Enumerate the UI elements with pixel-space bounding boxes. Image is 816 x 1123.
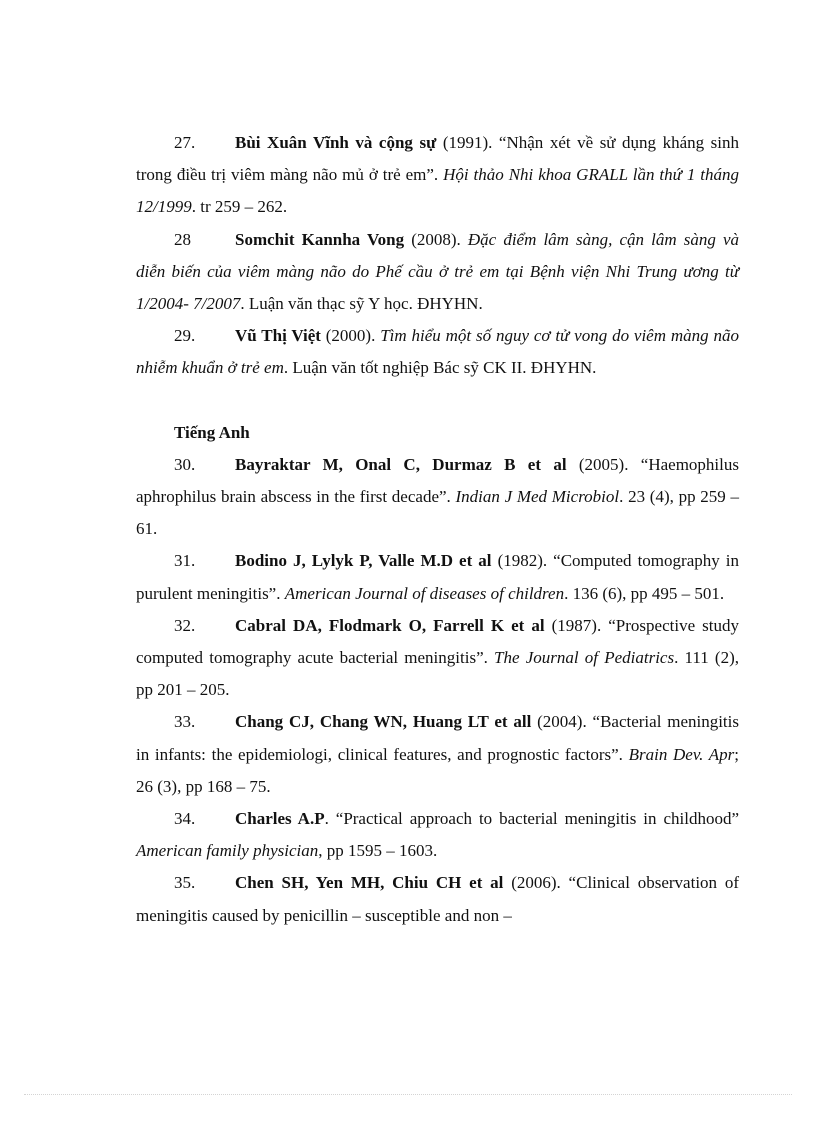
reference-authors: Bayraktar M, Onal C, Durmaz B et al: [235, 454, 567, 474]
reference-details: , pp 1595 – 1603.: [318, 841, 438, 861]
reference-number: 32.: [174, 615, 196, 635]
reference-number: 35.: [174, 873, 196, 893]
reference-list-page: [136, 127, 739, 932]
reference-item-34: [136, 803, 739, 867]
reference-title: (2004). “Bacterial meningitis in infants: the epidemiologi, clinical features, and prognostic factors”.: [136, 712, 739, 764]
reference-title: (2005). “Haemophilus aphrophilus brain abscess in the first decade”.: [136, 454, 739, 507]
reference-title: (1982). “Computed tomography in purulent meningitis”.: [136, 551, 739, 603]
reference-title: (2006). “Clinical observation of meningitis caused by penicillin – susceptible and non –: [136, 873, 740, 925]
reference-title: (2008).: [404, 229, 468, 249]
reference-number: 29.: [174, 326, 196, 346]
reference-source: American Journal of diseases of children: [284, 583, 565, 603]
reference-number: 30.: [174, 454, 196, 474]
reference-item-27: [136, 127, 739, 224]
reference-source: The Journal of Pediatrics: [494, 648, 675, 668]
reference-source: Tìm hiểu một số nguy cơ tử vong do viêm màng não nhiễm khuẩn ở trẻ em: [136, 326, 739, 378]
page-footer-divider: [24, 1094, 792, 1095]
reference-item-28: [136, 224, 739, 321]
reference-authors: Cabral DA, Flodmark O, Farrell K et al: [235, 615, 545, 635]
reference-details: . Luận văn tốt nghiệp Bác sỹ CK II. ĐHYHN.: [283, 358, 597, 378]
reference-source: Indian J Med Microbiol: [455, 487, 620, 507]
reference-number: 28: [174, 229, 191, 249]
reference-item-29: [136, 320, 739, 384]
reference-authors: Charles A.P: [235, 809, 325, 829]
reference-authors: Chang CJ, Chang WN, Huang LT et all: [235, 712, 532, 732]
reference-number: 27.: [174, 133, 196, 152]
reference-number: 31.: [174, 551, 196, 571]
reference-details: . Luận văn thạc sỹ Y học. ĐHYHN.: [240, 294, 483, 314]
reference-item-35: [136, 867, 739, 931]
reference-authors: Bùi Xuân Vĩnh và cộng sự: [235, 133, 437, 152]
reference-details: ; 26 (3), pp 168 – 75.: [136, 744, 739, 796]
reference-source: Brain Dev. Apr: [628, 744, 735, 764]
reference-title: . “Practical approach to bacterial meningitis in childhood”: [324, 809, 739, 829]
reference-source: Đặc điểm lâm sàng, cận lâm sàng và diễn biến của viêm màng não do Phế cầu ở trẻ em tại Bệnh viện Nhi Trung ương từ 1/2004- 7/2007: [136, 229, 739, 314]
reference-title: (1991). “Nhận xét về sử dụng kháng sinh trong điều trị viêm màng não mủ ở trẻ em”.: [136, 133, 739, 185]
reference-item-32: [136, 610, 739, 707]
reference-authors: Chen SH, Yen MH, Chiu CH et al: [235, 873, 504, 893]
reference-authors: Somchit Kannha Vong: [235, 229, 405, 249]
reference-item-33: [136, 706, 739, 803]
reference-source: American family physician: [136, 841, 319, 861]
reference-item-31: [136, 545, 739, 609]
reference-authors: Vũ Thị Việt: [235, 326, 321, 346]
reference-number: 34.: [174, 809, 196, 829]
reference-details: . 111 (2), pp 201 – 205.: [136, 648, 740, 700]
reference-item-30: [136, 449, 739, 546]
reference-title: (2000).: [320, 326, 381, 346]
reference-number: 33.: [174, 712, 196, 732]
reference-source: Hội thảo Nhi khoa GRALL lần thứ 1 tháng 12/1999: [136, 165, 739, 217]
reference-details: . 23 (4), pp 259 – 61.: [136, 487, 739, 539]
reference-authors: Bodino J, Lylyk P, Valle M.D et al: [235, 551, 492, 571]
section-heading-english: Tiếng Anh: [174, 422, 250, 442]
reference-details: . 136 (6), pp 495 – 501.: [564, 583, 725, 603]
reference-title: (1987). “Prospective study computed tomography acute bacterial meningitis”.: [136, 615, 740, 668]
reference-details: . tr 259 – 262.: [191, 197, 288, 217]
